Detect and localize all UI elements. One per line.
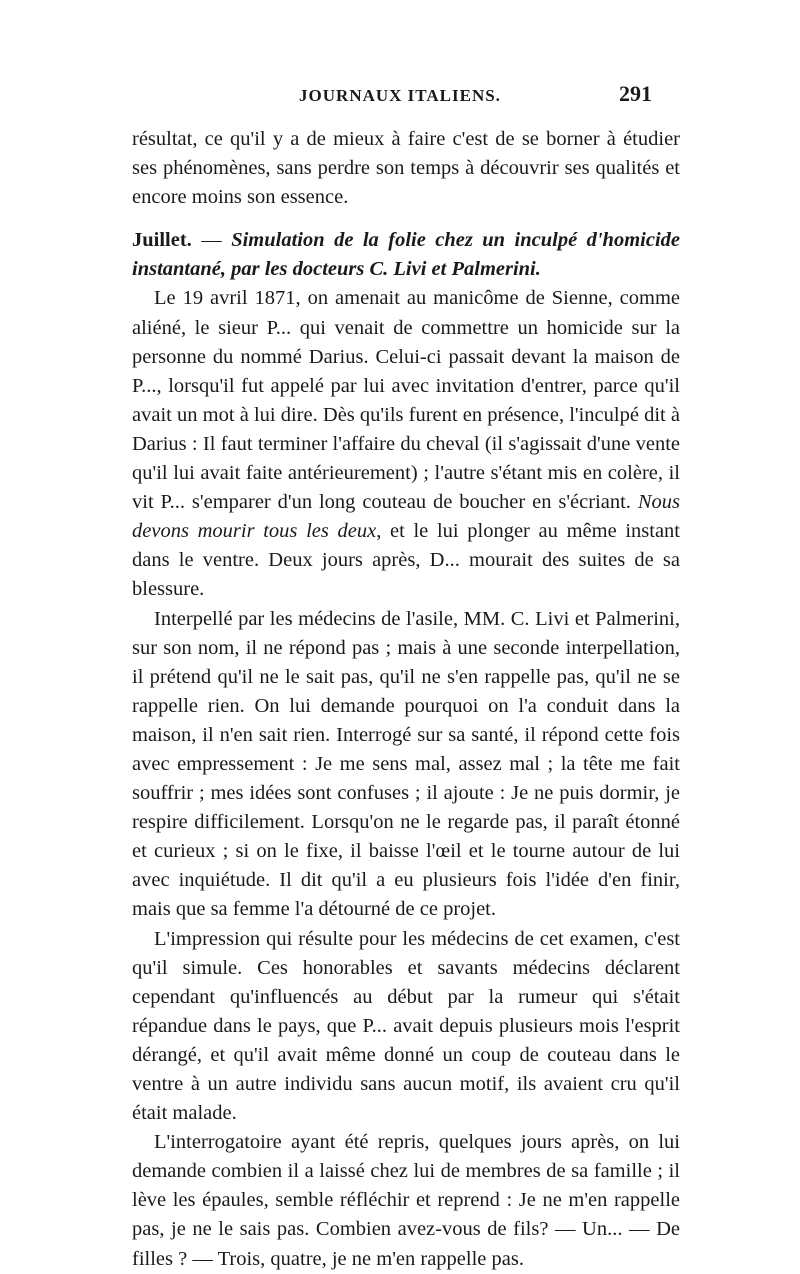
paragraph-text: L'impression qui résulte pour les médecins de cet examen, c'est qu'il simule. Ces honorables et savants médecins déclarent cependant qu'influencés au début par la rumeur qui s'était répandue dans le pays, que P... avait depuis plusieurs mois l'esprit dérangé, et qu'il avait même donné un coup de couteau dans le ventre à un autre individu sans aucun motif, ils avaient cru qu'il était malade. [132,927,680,1125]
paragraph-text: , et le lui plonger au même instant dans le ventre. Deux jours après, D... mourait des suites de sa blessure. [132,520,680,601]
running-head: JOURNAUX ITALIENS. [299,86,501,105]
paragraph-continuation [132,125,680,212]
paragraph-second-interrogation [132,1128,680,1273]
paragraph-text: Interpellé par les médecins de l'asile, MM. C. Livi et Palmerini, sur son nom, il ne répond pas ; mais à une seconde interpellation, il prétend qu'il ne le sait pas, qu'il ne s'en rappelle pas, qu'il ne se rappelle rien. On lui demande pourquoi on l'a conduit dans la maison, il n'en sait rien. Interrogé sur sa santé, il répond cette fois avec empressement : Je me sens mal, assez mal ; la tête me fait souffrir ; mes idées sont confuses ; il ajoute : Je ne puis dormir, je respire difficilement. Lorsqu'on ne le regarde pas, il paraît étonné et curieux ; si on le fixe, il baisse l'œil et le tourne autour de lui avec inquiétude. Il dit qu'il a eu plusieurs fois l'idée d'en finir, mais que sa femme l'a détourné de ce projet. [132,607,680,921]
paragraph-case-facts [132,284,680,604]
paragraph-impression [132,925,680,1129]
section-month: Juillet. [132,229,192,252]
paragraph-text: L'interrogatoire ayant été repris, quelques jours après, on lui demande combien il a laissé chez lui de membres de sa famille ; il lève les épaules, semble réfléchir et reprend : Je ne m'en rappelle pas, je ne le sais pas. Combien avez-vous de fils? — Un... — De filles ? — Trois, quatre, je ne m'en rappelle pas. [132,1131,680,1270]
page-number: 291 [619,81,652,106]
section-title: Simulation de la folie chez un inculpé d'homicide instantané, par les docteurs C. Livi et Palmerini. [132,229,680,281]
section-heading [132,226,680,284]
paragraph-text: résultat, ce qu'il y a de mieux à faire c'est de se borner à étudier ses phénomènes, sans perdre son temps à découvrir ses qualités et encore moins son essence. [132,128,680,209]
quoted-exclamation: Nous devons mourir tous les deux [132,491,680,543]
body-text [132,125,680,1274]
paragraph-text: Le 19 avril 1871, on amenait au manicôme de Sienne, comme aliéné, le sieur P... qui venait de commettre un homicide sur la personne du nommé Darius. Celui-ci passait devant la maison de P..., lorsqu'il fut appelé par lui avec invitation d'entrer, parce qu'il avait un mot à lui dire. Dès qu'ils furent en présence, l'inculpé dit à Darius : Il faut terminer l'affaire du cheval (il s'agissait d'une vente qu'il lui avait faite antérieurement) ; l'autre s'étant mis en colère, il vit P... s'emparer d'un long couteau de boucher en s'écriant. [132,287,680,514]
paragraph-interrogation [132,605,680,925]
page-header [0,81,800,116]
section-dash: — [191,229,232,252]
